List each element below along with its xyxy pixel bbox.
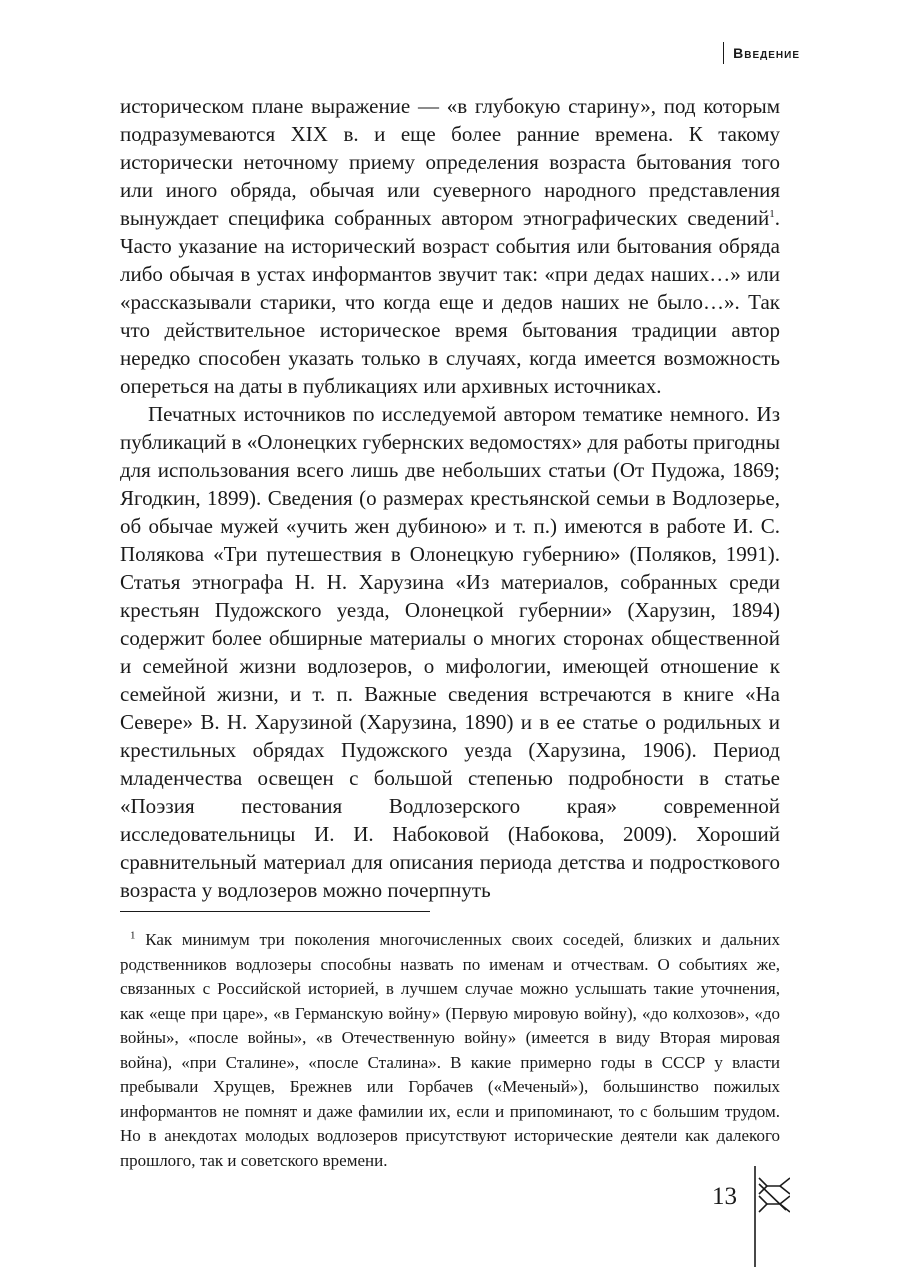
- footnote-paragraph: [120, 928, 780, 1173]
- header-divider: [723, 42, 725, 64]
- running-header: [723, 42, 800, 64]
- paragraph-1: [120, 92, 780, 400]
- footnote: [120, 928, 780, 1173]
- paragraph-2: Печатных источников по исследуемой автором тематике немного. Из публикаций в «Олонецких губернских ведомостях» для работы пригодны для использования всего лишь две небольших статьи (От Пудожа, 1869; Ягодкин, 1899). Сведения (о размерах крестьянской семьи в Водлозерье, об обычае мужей «учить жен дубиною» и т. п.) имеются в работе И. С. Полякова «Три путешествия в Олонецкую губернию» (Поляков, 1991). Статья этнографа Н. Н. Харузина «Из материалов, собранных среди крестьян Пудожского уезда, Олонецкой губернии» (Харузин, 1894) содержит более обширные материалы о многих сторонах общественной и семейной жизни водлозеров, о мифологии, имеющей отношение к семейной жизни, и т. п. Важные сведения встречаются в книге «На Севере» В. Н. Харузиной (Харузина, 1890) и в ее статье о родильных и крестильных обрядах Пудожского уезда (Харузина, 1906). Период младенчества освещен с большой степенью подробности в статье «Поэзия пестования Водлозерского края» современной исследовательницы И. И. Набоковой (Набокова, 2009). Хороший сравнительный материал для описания периода детства и подросткового возраста у водлозеров можно почерпнуть: [120, 402, 780, 902]
- page-number: 13: [712, 1183, 737, 1210]
- paragraph-1-tail: . Часто указание на исторический возраст события или бытования обряда либо обычая в устах информантов звучит так: «при дедах наших…» или «рассказывали старики, что когда еще и дедов наших не было…». Так что действительное историческое время бытования традиции автор нередко способен указать только в случаях, когда имеется возможность опереться на даты в публикациях или архивных источниках.: [120, 206, 780, 398]
- main-text: [120, 92, 780, 904]
- section-title: Введение: [733, 45, 800, 61]
- footnote-reference[interactable]: 1: [769, 208, 775, 220]
- footnote-separator: [120, 911, 430, 912]
- corner-ornament-icon: [750, 1166, 790, 1267]
- footnote-text: Как минимум три поколения многочисленных своих соседей, близких и дальних родственников водлозеры способны назвать по именам и отчествам. О событиях же, связанных с Российской историей, в лучшем случае можно услышать такие уточнения, как «еще при царе», «в Германскую войну» (Первую мировую войну), «до колхозов», «до войны», «после войны», «в Отечественную войну» (имеется в виду Вторая мировая война), «при Сталине», «после Сталина». В какие примерно годы в СССР у власти пребывали Хрущев, Брежнев или Горбачев («Меченый»), большинство пожилых информантов не помнят и даже фамилии их, если и припоминают, то с большим трудом. Но в анекдотах молодых водлозеров присутствуют исторические деятели как далекого прошлого, так и советского времени.: [120, 930, 780, 1170]
- paragraph-1-text: историческом плане выражение — «в глубокую старину», под которым подразумеваются XIX в. и еще более ранние времена. К такому исторически неточному приему определения возраста бытования того или иного обряда, обычая или суеверного народного представления вынуждает специфика собранных автором этнографических сведений: [120, 94, 780, 230]
- footnote-marker: 1: [130, 929, 136, 942]
